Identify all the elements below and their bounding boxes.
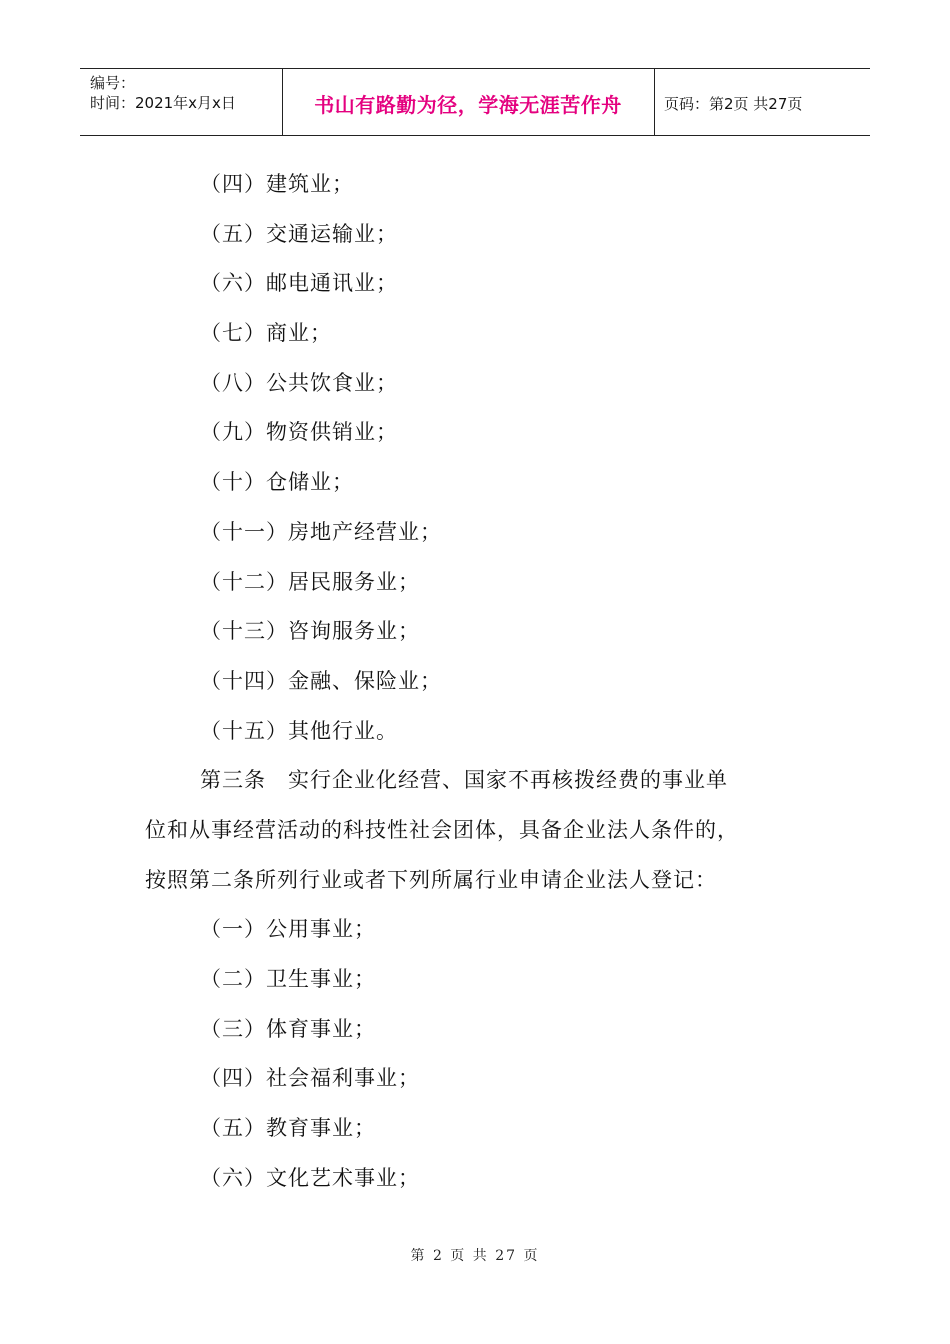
list-item: （九）物资供销业；	[200, 420, 398, 445]
article-paragraph-line: 按照第二条所列行业或者下列所属行业申请企业法人登记：	[145, 867, 717, 892]
document-body	[145, 160, 745, 1203]
header-motto: 书山有路勤为径，学海无涯苦作舟	[314, 92, 622, 117]
list-item: （六）文化艺术事业；	[200, 1165, 420, 1190]
page-header	[80, 68, 870, 136]
list-item: （四）建筑业；	[200, 172, 354, 196]
list-item: （二）卫生事业；	[200, 967, 376, 991]
list-item: （五）交通运输业；	[200, 221, 398, 246]
header-divider	[654, 69, 655, 135]
article-paragraph-line: 位和从事经营活动的科技性社会团体，具备企业法人条件的，	[145, 817, 739, 842]
list-item: （四）社会福利事业；	[200, 1066, 420, 1091]
list-item: （七）商业；	[200, 321, 332, 346]
header-page-info: 页码：第2页 共27页	[664, 94, 803, 113]
list-item: （十）仓储业；	[200, 470, 354, 495]
header-meta	[90, 73, 236, 113]
page-footer: 第 2 页 共 27 页	[410, 1248, 540, 1264]
list-item: （十三）咨询服务业；	[200, 619, 420, 644]
document-number-label: 编号：	[90, 74, 136, 92]
list-item: （十五）其他行业。	[200, 718, 398, 743]
list-item: （十一）房地产经营业；	[200, 519, 442, 544]
list-item: （十四）金融、保险业；	[200, 668, 442, 693]
list-item: （一）公用事业；	[200, 917, 376, 942]
list-item: （十二）居民服务业；	[200, 569, 420, 594]
article-paragraph-line: 第三条 实行企业化经营、国家不再核拨经费的事业单	[200, 768, 728, 793]
list-item: （八）公共饮食业；	[200, 370, 398, 395]
list-item: （五）教育事业；	[200, 1116, 376, 1141]
list-item: （六）邮电通讯业；	[200, 271, 398, 296]
list-item: （三）体育事业；	[200, 1016, 376, 1041]
document-time-label: 时间：2021年x月x日	[90, 94, 236, 112]
